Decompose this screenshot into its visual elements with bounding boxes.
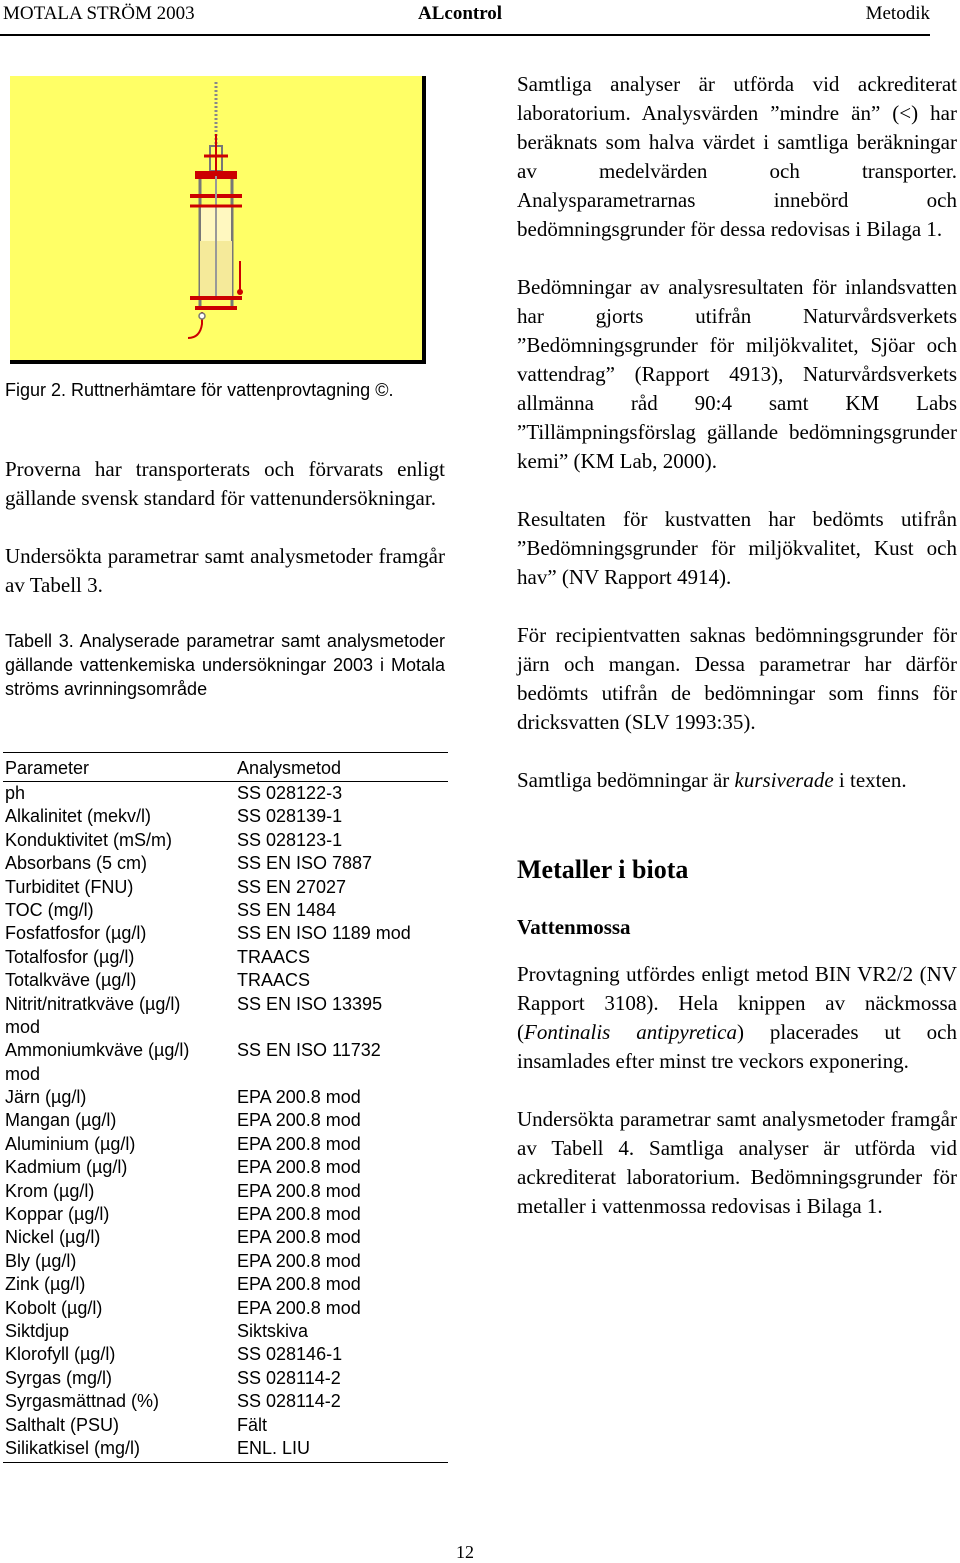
table-row: [3, 1039, 448, 1062]
table-cell-parameter: Totalkväve (µg/l): [5, 970, 137, 991]
table-row: [3, 1437, 448, 1460]
table-cell-method: EPA 200.8 mod: [237, 1274, 361, 1295]
table-cell-parameter: mod: [5, 1016, 41, 1037]
table-row: [3, 1063, 448, 1086]
table-row: [3, 1133, 448, 1156]
table-row: [3, 1156, 448, 1179]
table-row: [3, 876, 448, 899]
table-cell-method: EPA 200.8 mod: [237, 1250, 361, 1271]
table-row: [3, 946, 448, 969]
table-row: [3, 805, 448, 828]
table-cell-method: ENL. LIU: [237, 1437, 311, 1458]
analysis-table: [3, 752, 448, 1463]
table-row: [3, 1250, 448, 1273]
table-cell-method: TRAACS: [237, 946, 311, 967]
table-cell-parameter: Krom (µg/l): [5, 1180, 95, 1201]
table-cell-parameter: Kobolt (µg/l): [5, 1297, 103, 1318]
table-cell-method: SS EN ISO 1189 mod: [237, 923, 411, 944]
table-cell-parameter: Alkalinitet (mekv/l): [5, 806, 152, 827]
table-cell-method: [237, 1016, 448, 1039]
table-cell-method: SS 028122-3: [237, 783, 343, 803]
table-row: [3, 1086, 448, 1109]
table-row: [3, 1273, 448, 1296]
table-cell-method: TRAACS: [237, 970, 311, 991]
table-cell-parameter: TOC (mg/l): [5, 899, 94, 920]
table-header-row: [3, 755, 448, 782]
table-cell-parameter: Nickel (µg/l): [5, 1227, 101, 1248]
table-cell-parameter: Mangan (µg/l): [5, 1110, 117, 1131]
table-cell-parameter: Aluminium (µg/l): [5, 1133, 136, 1154]
table-cell-method: Siktskiva: [237, 1320, 309, 1341]
table-row: [3, 852, 448, 875]
heading-water-moss: Vattenmossa: [517, 915, 631, 939]
paragraph-inland-assessment: Bedömningar av analysresultaten för inlandsvatten har gjorts utifrån Naturvårdsverkets ”Bedömningsgrunder för miljökvalitet, Sjöar och vattendrag” (Rapport 4913), Naturvårdsverkets allmänna råd 90:4 samt KM Labs ”Tillämpningsförslag gällande bedömningsgrunder kemi” (KM Lab, 2000).: [517, 275, 957, 473]
table-cell-method: Fält: [237, 1414, 268, 1435]
table-cell-parameter: Ammoniumkväve (µg/l): [5, 1040, 190, 1061]
table-cell-method: EPA 200.8 mod: [237, 1110, 361, 1131]
paragraph-parameters: Undersökta parametrar samt analysmetoder framgår av Tabell 3.: [5, 544, 445, 597]
table-cell-parameter: Bly (µg/l): [5, 1250, 77, 1271]
table-cell-method: SS EN 27027: [237, 876, 347, 897]
right-column: [517, 70, 957, 1221]
table-cell-parameter: Turbiditet (FNU): [5, 876, 134, 897]
table-row: [3, 1390, 448, 1413]
italic-note-word: kursiverade: [734, 768, 834, 792]
table-cell-parameter: Silikatkisel (mg/l): [5, 1437, 141, 1458]
table-row: [3, 899, 448, 922]
italic-note-suffix: i texten.: [833, 768, 907, 792]
table-cell-method: SS 028123-1: [237, 829, 343, 850]
page-header: [0, 0, 930, 36]
paragraph-transport: Proverna har transporterats och förvarats enligt gällande svensk standard för vattenundersökningar.: [5, 457, 445, 510]
table-row: [3, 1320, 448, 1343]
paragraph-recipient-water: För recipientvatten saknas bedömningsgrunder för järn och mangan. Dessa parametrar har därför bedömts utifrån de bedömningar som finns för dricksvatten (SLV 1993:35).: [517, 623, 957, 734]
table-cell-method: SS EN ISO 7887: [237, 853, 373, 874]
table-cell-parameter: Fosfatfosfor (µg/l): [5, 923, 147, 944]
table-cell-parameter: mod: [5, 1063, 41, 1084]
water-sampler-drawing: [10, 76, 422, 360]
table-row: [3, 829, 448, 852]
species-name: Fontinalis antipyretica: [524, 1020, 737, 1044]
italic-note-prefix: Samtliga bedömningar är: [517, 768, 735, 792]
table-row: [3, 1109, 448, 1132]
table-cell-method: EPA 200.8 mod: [237, 1157, 361, 1178]
left-column: [5, 378, 445, 701]
table-cell-parameter: Totalfosfor (µg/l): [5, 946, 135, 967]
header-company: ALcontrol: [418, 3, 503, 24]
table-row: [3, 993, 448, 1016]
table-cell-method: EPA 200.8 mod: [237, 1180, 361, 1201]
table-cell-method: EPA 200.8 mod: [237, 1297, 361, 1318]
heading-metals-in-biota: Metaller i biota: [517, 855, 689, 884]
table-cell-parameter: Absorbans (5 cm): [5, 853, 148, 874]
table-row: [3, 1367, 448, 1390]
table-cell-method: [237, 1063, 448, 1086]
table-cell-method: EPA 200.8 mod: [237, 1133, 361, 1154]
table-cell-method: SS 028139-1: [237, 806, 343, 827]
table-cell-method: SS 028146-1: [237, 1344, 343, 1365]
table-row: [3, 1343, 448, 1366]
paragraph-sampling: [517, 960, 957, 1076]
table-cell-method: EPA 200.8 mod: [237, 1087, 361, 1108]
paragraph-accredited: Samtliga analyser är utförda vid ackrediterat laboratorium. Analysvärden ”mindre än” (<) har beräknats som halva värdet i samtliga beräkningar av medelvärden och transporter. Analysparametrarnas innebörd och bedömningsgrunder för dessa redovisas i Bilaga 1.: [517, 72, 957, 241]
table-header-parameter: Parameter: [5, 758, 90, 778]
figure-caption: Figur 2. Ruttnerhämtare för vattenprovtagning ©.: [5, 380, 394, 400]
paragraph-table4: Undersökta parametrar samt analysmetoder framgår av Tabell 4. Samtliga analyser är utförda vid ackrediterat laboratorium. Bedömningsgrunder för metaller i vattenmossa redovisas i Bilaga 1.: [517, 1107, 957, 1218]
table-cell-method: SS EN 1484: [237, 899, 337, 920]
figure-sampler-illustration: [10, 76, 426, 364]
table-cell-parameter: Syrgasmättnad (%): [5, 1391, 160, 1412]
table-cell-method: EPA 200.8 mod: [237, 1204, 361, 1225]
table-cell-parameter: ph: [5, 783, 26, 803]
table-body: [3, 782, 448, 1462]
table-cell-parameter: Konduktivitet (mS/m): [5, 829, 173, 850]
table-cell-method: SS 028114-2: [237, 1391, 341, 1412]
table-cell-method: SS EN ISO 13395: [237, 993, 383, 1014]
table-row: [3, 969, 448, 992]
header-section: Metodik: [865, 3, 930, 24]
paragraph-italic-note: [517, 766, 957, 795]
table-cell-parameter: Nitrit/nitratkväve (µg/l): [5, 993, 181, 1014]
table-row: [3, 1203, 448, 1226]
table-cell-method: SS 028114-2: [237, 1367, 341, 1388]
table-row: [3, 1226, 448, 1249]
table-row: [3, 922, 448, 945]
table-cell-parameter: Koppar (µg/l): [5, 1204, 110, 1225]
table-cell-parameter: Klorofyll (µg/l): [5, 1344, 116, 1365]
page-number: 12: [456, 1542, 474, 1562]
table-cell-parameter: Zink (µg/l): [5, 1274, 86, 1295]
table-cell-parameter: Syrgas (mg/l): [5, 1367, 113, 1388]
table-row: [3, 1180, 448, 1203]
paragraph-coastal-assessment: Resultaten för kustvatten har bedömts utifrån ”Bedömningsgrunder för miljökvalitet, Kust och hav” (NV Rapport 4914).: [517, 507, 957, 589]
table-caption: Tabell 3. Analyserade parametrar samt analysmetoder gällande vattenkemiska undersökningar 2003 i Motala ströms avrinningsområde: [5, 631, 445, 699]
table-cell-parameter: Siktdjup: [5, 1320, 70, 1341]
table-cell-parameter: Salthalt (PSU): [5, 1414, 120, 1435]
table-cell-parameter: Kadmium (µg/l): [5, 1157, 128, 1178]
table-row: [3, 1297, 448, 1320]
table-cell-method: SS EN ISO 11732: [237, 1040, 381, 1061]
table-header-method: Analysmetod: [237, 758, 342, 778]
table-cell-parameter: Järn (µg/l): [5, 1087, 87, 1108]
table-row: [3, 1414, 448, 1437]
sampling-text-a: Provtagning utfördes enligt metod BIN VR2/2 (NV Rapport 3108). Hela knippen av näckmossa (: [517, 962, 957, 1044]
table-cell-method: EPA 200.8 mod: [237, 1227, 361, 1248]
table-row: [3, 1016, 448, 1039]
table-row: [3, 782, 448, 805]
header-report-title: MOTALA STRÖM 2003: [3, 3, 195, 24]
sampling-text-b: ) placerades ut och insamlades efter minst tre veckors exponering.: [517, 1020, 957, 1073]
